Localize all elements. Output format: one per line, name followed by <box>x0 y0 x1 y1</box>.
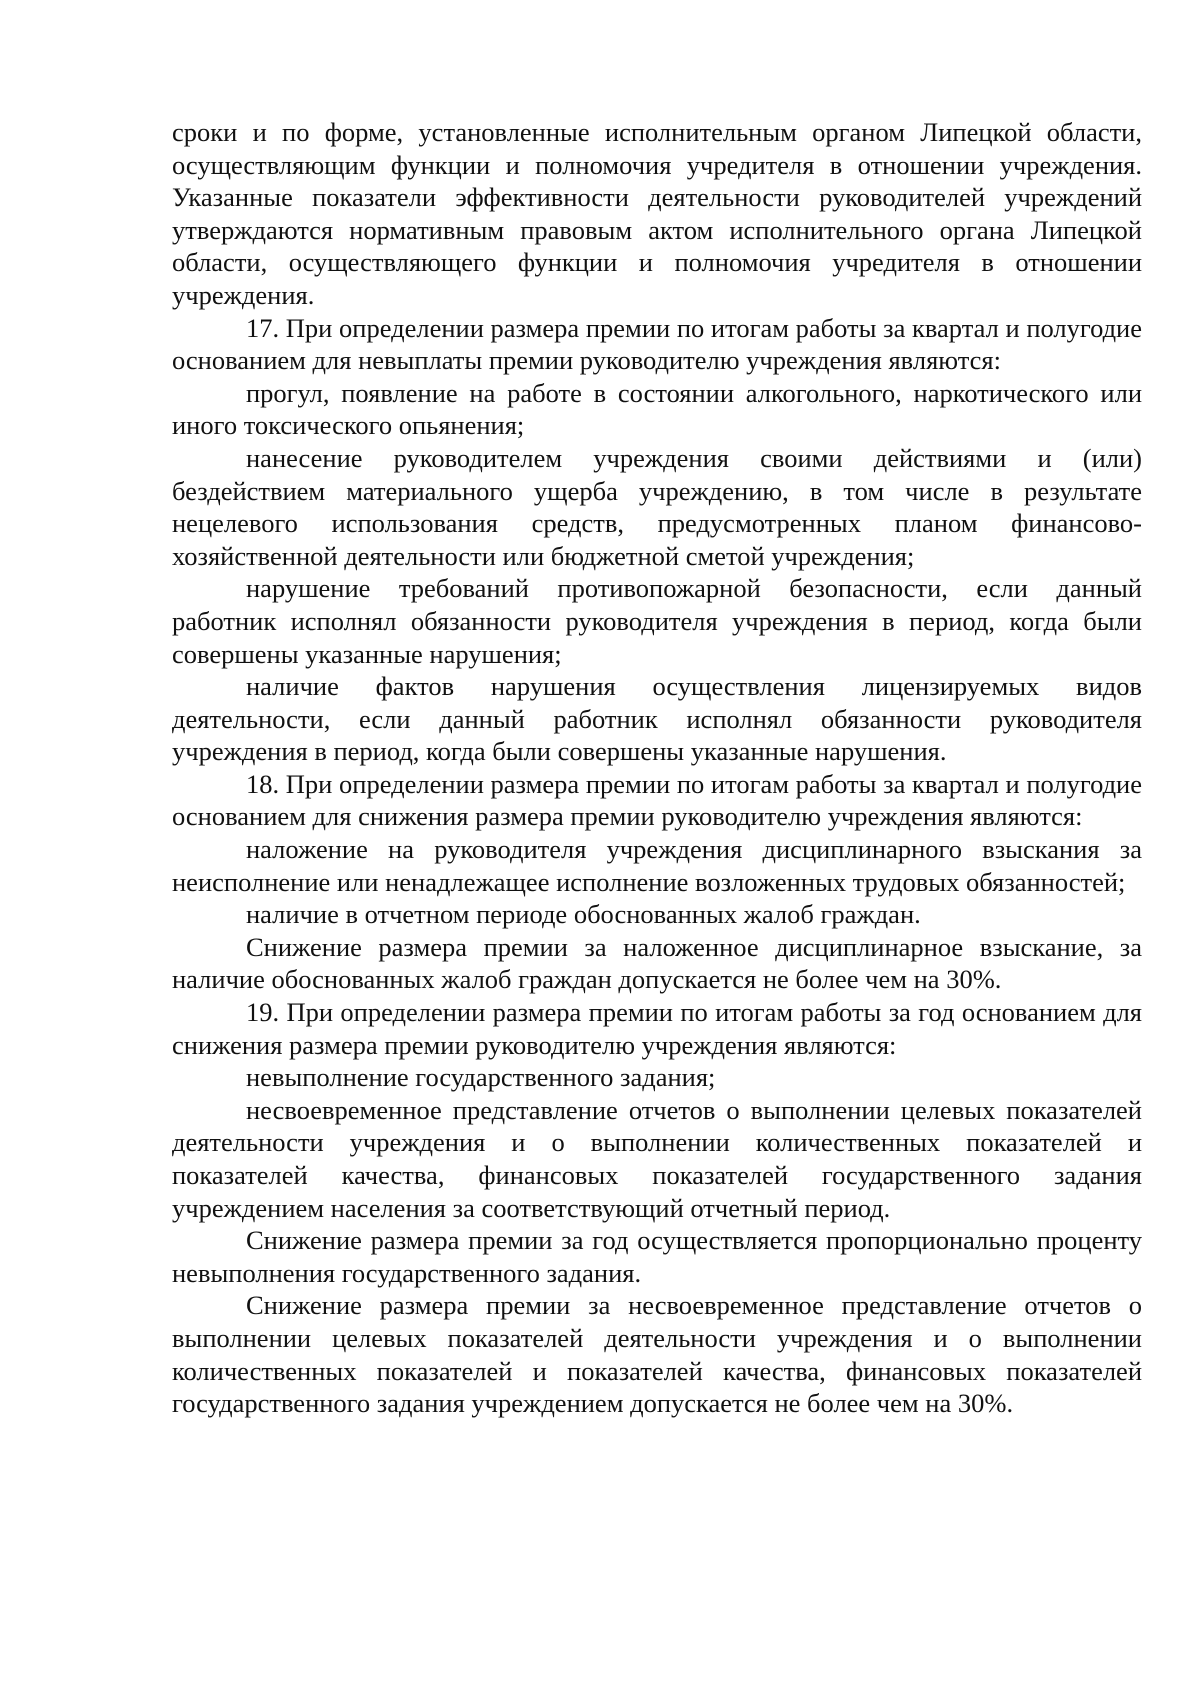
paragraph-proportional-reduction: Снижение размера премии за год осуществляется пропорционально проценту невыполнения государственного задания. <box>172 1225 1142 1288</box>
paragraph-material-damage: нанесение руководителем учреждения своими действиями и (или) бездействием материального ущерба учреждению, в том числе в результате нецелевого использования средств, предусмотренных планом финансово-хозяйственной деятельности или бюджетной сметой учреждения; <box>172 442 1142 571</box>
paragraph-late-reports: несвоевременное представление отчетов о выполнении целевых показателей деятельности учреждения и о выполнении количественных показателей и показателей качества, финансовых показателей государственного задания учреждением населения за соответствующий отчетный период. <box>172 1094 1142 1223</box>
paragraph-fire-safety: нарушение требований противопожарной безопасности, если данный работник исполнял обязанности руководителя учреждения в период, когда были совершены указанные нарушения; <box>172 573 1142 669</box>
paragraph-licensing: наличие фактов нарушения осуществления лицензируемых видов деятельности, если данный работник исполнял обязанности руководителя учреждения в период, когда были совершены указанные нарушения. <box>172 671 1142 767</box>
paragraph-disciplinary: наложение на руководителя учреждения дисциплинарного взыскания за неисполнение или ненадлежащее исполнение возложенных трудовых обязанностей; <box>172 834 1142 897</box>
paragraph-clause-19: 19. При определении размера премии по итогам работы за год основанием для снижения размера премии руководителю учреждения являются: <box>172 997 1142 1060</box>
paragraph-reports-reduction: Снижение размера премии за несвоевременное представление отчетов о выполнении целевых показателей деятельности учреждения и о выполнении количественных показателей и показателей качества, финансовых показателей государственного задания учреждением допускается не более чем на 30%. <box>172 1290 1142 1419</box>
paragraph-truancy: прогул, появление на работе в состоянии алкогольного, наркотического или иного токсического опьянения; <box>172 377 1142 441</box>
paragraph-continuation: сроки и по форме, установленные исполнительным органом Липецкой области, осуществляющим функции и полномочия учредителя в отношении учреждения. Указанные показатели эффективности деятельности руководителей учреждений утверждаются нормативным правовым актом исполнительного органа Липецкой области, осуществляющего функции и полномочия учредителя в отношении учреждения. <box>172 117 1142 310</box>
paragraph-clause-18: 18. При определении размера премии по итогам работы за квартал и полугодие основанием для снижения размера премии руководителю учреждения являются: <box>172 768 1142 832</box>
document-page <box>172 116 1142 1420</box>
paragraph-state-task: невыполнение государственного задания; <box>246 1062 716 1093</box>
paragraph-complaints: наличие в отчетном периоде обоснованных жалоб граждан. <box>246 899 921 930</box>
paragraph-reduction-30: Снижение размера премии за наложенное дисциплинарное взыскание, за наличие обоснованных жалоб граждан допускается не более чем на 30%. <box>172 931 1142 995</box>
paragraph-clause-17: 17. При определении размера премии по итогам работы за квартал и полугодие основанием для невыплаты премии руководителю учреждения являются: <box>172 312 1142 376</box>
